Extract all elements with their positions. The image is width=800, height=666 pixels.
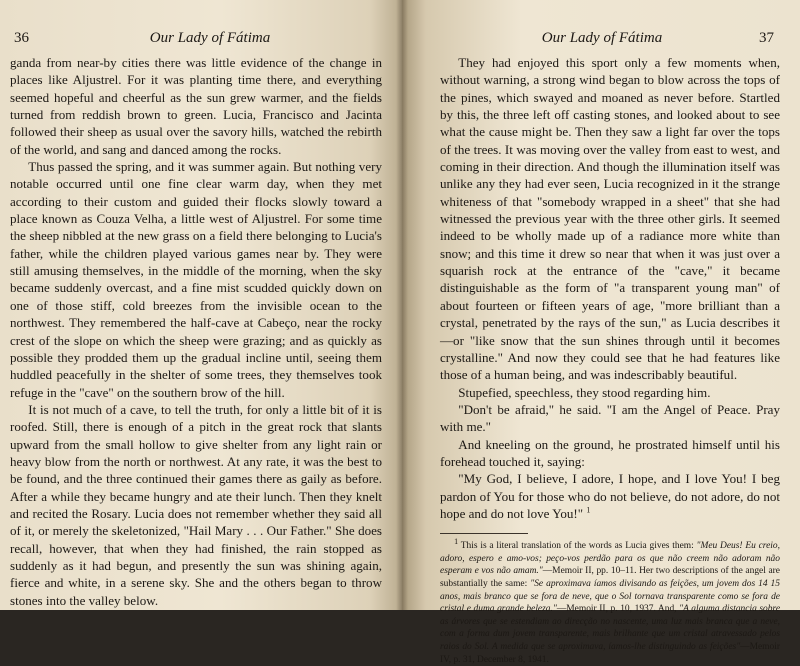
left-page [0,0,402,610]
right-page-number: 37 [759,30,774,46]
footnote-reference: 1 [586,505,591,515]
paragraph [440,470,780,522]
paragraph: Thus passed the spring, and it was summer again. But nothing very notable occurred until one fine clear warm day, when they met according to their custom and guided their flocks slowly toward a place known as Couza Velha, a little west of Aljustrel. For some time the sheep nibbled at the new grass on a field there belonging to Lucia's father, while the children played various games near by. They were still amusing themselves, in the middle of the morning, when the sky became suddenly overcast, and a fine mist scudded quickly down on one of those stiff, cold breezes from the invisible ocean to the northwest. They remembered the half-cave at Cabeço, near the rocky crest of the slope on which the sheep were grazing; and as quickly as possible they prodded them up the gradual incline until, seeing them huddled peacefully in the shelter of some trees, they themselves took refuge in the "cave" on the southern brow of the hill. [10,159,382,400]
right-running-title: Our Lady of Fátima [541,30,663,46]
footnote-quote-3: "A alguma distancia sobre as árvores que se estendiam ao direcção no nascente, uma luz mais branca que a neve, com a forma dum jovem transparente, mais brilhante que um cristal atravessado pelos raios do Sol. A medida que se aproximava, íamos-lhe distinguindo as feições" [440,604,781,653]
left-running-title: Our Lady of Fátima [149,30,271,46]
paragraph: And kneeling on the ground, he prostrated himself until his forehead touched it, saying: [440,436,780,469]
right-page [402,0,800,665]
footnote-intro: This is a literal translation of the words as Lucia gives them: [460,541,697,552]
footnote-marker: 1 [454,537,459,547]
footnote-text [440,537,781,666]
paragraph: "Don't be afraid," he said. "I am the Angel of Peace. Pray with me." [440,401,780,435]
left-page-body [10,54,382,609]
prayer-text: "My God, I believe, I adore, I hope, and I love You! I beg pardon of You for those who do not believe, do not adore, do not hope and do not love You!" [440,471,780,521]
paragraph: Stupefied, speechless, they stood regarding him. [458,384,711,400]
footnote-citation-3: —Memoir IV, p. 31, December 8, 1941. [440,642,780,665]
footnote-quote-1: "Meu Deus! Eu creio, adoro, espero e amo-vos; peço-vos perdão para os que não creem não adoram não esperam e vos não amam." [440,541,780,577]
right-page-body [440,54,780,522]
right-page-header [440,30,780,48]
paragraph: It is not much of a cave, to tell the truth, for only a little bit of it is roofed. Still, there is enough of a pitch in the great rock that slants upward from the small hollow to give shelter from any light rain or heavy blow from the north or northwest. At any rate, it was the best to be found, and the three continued their games there as gaily as before. After a while they became hungry and ate their lunch. Then they knelt and recited the Rosary. Lucia does not remember whether they said all of it, or merely the skeletonized, "Hail Mary . . . Our Father." She does recall, however, that when they had finished, the rain stopped as suddenly as it had begun, and presently the sun was shining again, fierce and white, in a serene sky. She and the others began to throw stones into the valley below. [10,401,382,608]
footnote-divider [440,533,528,534]
footnote [440,537,781,666]
paragraph: They had enjoyed this sport only a few moments when, without warning, a strong wind began to blow across the tops of the pines, which swayed and moaned as never before. Startled by this, the three left off casting stones, and looked about to see what the cause might be. Then they saw a light far over the tops of the trees. It was moving over the valley from east to west, and coming in their direction. And though the illumination itself was unlike any they had ever seen, Lucia recognized in it the strange whiteness of that "somebody wrapped in a sheet" that she had witnessed the previous year with the three other girls. It seemed indeed to be wholly made up of a radiance more white than snow; and this time it drew so near that when it was just over a squarish rock at the entrance of the "cave," it became distinguishable as the form of "a transparent young man" of about fourteen or fifteen years of age, "more brilliant than a crystal, penetrated by the rays of the sun," as Lucia describes it—or "like snow that the sun shines through until it becomes crystalline." And now they could see that he had features like those of a human being, and was indescribably beautiful. [440,55,780,383]
book-gutter [396,0,408,610]
footnote-citation-1: —Memoir II, pp. 10–11. Her two descriptions of the angel are substantially the same: [440,566,780,590]
paragraph: ganda from near-by cities there was little evidence of the change in places like Aljustrel. For it was planting time there, and everything seemed hopeful and cheerful as the sun grew warmer, and the fields turned from reddish brown to green. Lucia, Francisco and Jacinta followed their sheep as usual over the savory hills, watched the rebirth of the world, and sang and danced among the rocks. [10,55,382,157]
footnote-citation-2: —Memoir II, p. 10, 1937. And, [556,604,680,615]
footnote-quote-2: "Se aproximava íamos divisando as feições, um jovem dos 14 15 anos, mais branco que se fora de neve, que o Sol tornava transparente como se fora de cristal e duma grande beleza." [440,579,780,615]
left-page-number: 36 [14,30,29,46]
left-page-header [10,30,382,48]
